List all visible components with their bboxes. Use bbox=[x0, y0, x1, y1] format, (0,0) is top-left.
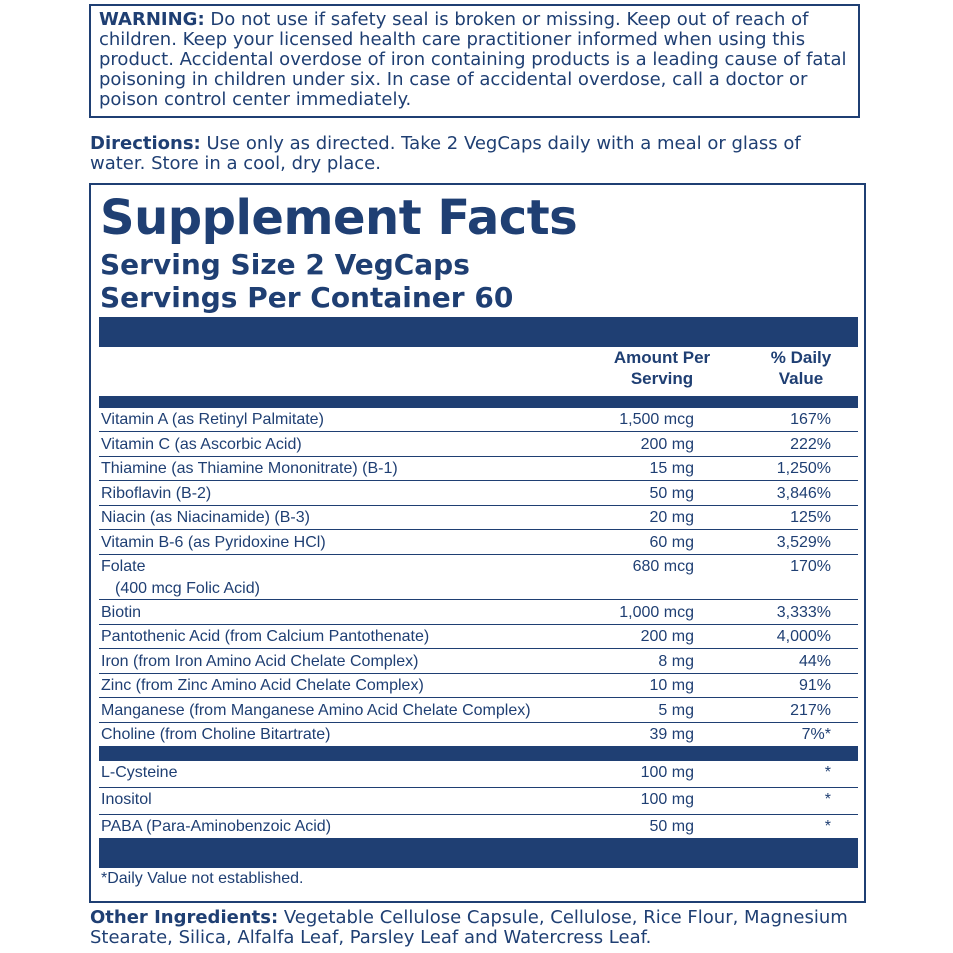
header-bar-mid bbox=[99, 396, 858, 408]
nutrient-amount: 50 mg bbox=[649, 818, 694, 835]
nutrient-amount: 100 mg bbox=[640, 764, 694, 781]
footer-bar bbox=[99, 838, 858, 868]
supplement-facts-panel bbox=[89, 183, 866, 903]
nutrient-amount: 1,500 mcg bbox=[619, 411, 694, 428]
table-row bbox=[99, 601, 858, 625]
nutrient-name: Iron (from Iron Amino Acid Chelate Complex) bbox=[101, 652, 419, 670]
nutrient-name: Niacin (as Niacinamide) (B-3) bbox=[101, 509, 310, 526]
nutrient-name: L-Cysteine bbox=[101, 764, 178, 781]
warning-text: Do not use if safety seal is broken or missing. Keep out of reach of children. Keep your licensed health care practitioner informed when using this product. Accidental overdose of iron containing products is a leading cause of fatal poisoning in children under six. In case of accidental overdose, call a doctor or poison control center immediately. bbox=[99, 9, 847, 110]
nutrient-name: Pantothenic Acid (from Calcium Pantothenate) bbox=[101, 628, 430, 645]
nutrient-amount: 200 mg bbox=[640, 628, 694, 645]
nutrient-amount: 50 mg bbox=[649, 484, 694, 502]
nutrient-name: Choline (from Choline Bitartrate) bbox=[101, 726, 331, 743]
table-row bbox=[99, 457, 858, 481]
header-bar-top bbox=[99, 317, 858, 347]
nutrient-daily-value: 125% bbox=[790, 509, 831, 526]
nutrient-amount: 200 mg bbox=[640, 435, 694, 453]
header-amount-line2: Serving bbox=[630, 369, 694, 388]
table-row bbox=[99, 625, 858, 649]
nutrient-name: Folate bbox=[101, 558, 146, 575]
nutrient-amount: 60 mg bbox=[649, 533, 694, 551]
nutrient-daily-value: 3,529% bbox=[776, 533, 831, 551]
directions-text: Use only as directed. Take 2 VegCaps daily with a meal or glass of water. Store in a cool, dry place. bbox=[90, 133, 801, 174]
nutrient-amount: 100 mg bbox=[640, 791, 694, 808]
nutrient-name: Zinc (from Zinc Amino Acid Chelate Complex) bbox=[101, 677, 424, 694]
other-ingredients-label: Other Ingredients: bbox=[90, 907, 279, 928]
nutrient-name: Riboflavin (B-2) bbox=[101, 484, 212, 502]
header-amount-line1: Amount Per bbox=[613, 348, 711, 367]
table-row bbox=[99, 723, 858, 747]
nutrient-daily-value: * bbox=[824, 818, 831, 835]
nutrient-daily-value: 3,846% bbox=[776, 484, 831, 502]
warning-box bbox=[89, 4, 860, 118]
nutrient-daily-value: 4,000% bbox=[776, 628, 831, 645]
nutrient-name: Thiamine (as Thiamine Mononitrate) (B-1) bbox=[101, 460, 398, 477]
nutrient-name: Inositol bbox=[101, 791, 152, 808]
table-row bbox=[99, 674, 858, 698]
nutrient-name: Vitamin A (as Retinyl Palmitate) bbox=[101, 411, 324, 428]
nutrient-daily-value: 91% bbox=[798, 677, 831, 694]
nutrient-amount: 10 mg bbox=[649, 677, 694, 694]
nutrient-name: Vitamin B-6 (as Pyridoxine HCl) bbox=[101, 533, 326, 551]
other-ingredients-text: Vegetable Cellulose Capsule, Cellulose, Rice Flour, Magnesium Stearate, Silica, Alfalfa Leaf, Parsley Leaf and Watercress Leaf. bbox=[90, 907, 848, 948]
table-row bbox=[99, 482, 858, 506]
nutrient-daily-value: 1,250% bbox=[776, 460, 831, 477]
nutrient-amount: 15 mg bbox=[649, 460, 694, 477]
table-row bbox=[99, 433, 858, 457]
other-ingredients bbox=[90, 908, 860, 948]
serving-size: Serving Size 2 VegCaps bbox=[100, 248, 470, 281]
directions bbox=[90, 134, 850, 174]
table-row bbox=[99, 699, 858, 723]
header-dv-line2: Value bbox=[778, 369, 824, 388]
directions-label: Directions: bbox=[90, 133, 201, 154]
table-row bbox=[99, 650, 858, 674]
warning-label: WARNING: bbox=[99, 9, 205, 30]
table-row bbox=[99, 408, 858, 432]
section-bar bbox=[99, 747, 858, 761]
nutrient-daily-value: 7%* bbox=[801, 726, 831, 743]
nutrient-daily-value: * bbox=[824, 791, 831, 808]
nutrient-daily-value: 170% bbox=[790, 558, 831, 575]
nutrient-amount: 1,000 mcg bbox=[619, 603, 694, 621]
nutrient-subtext: (400 mcg Folic Acid) bbox=[115, 580, 260, 597]
footnote: *Daily Value not established. bbox=[101, 870, 304, 887]
nutrient-daily-value: * bbox=[824, 764, 831, 781]
nutrient-daily-value: 3,333% bbox=[776, 603, 831, 621]
header-daily-value bbox=[753, 347, 849, 389]
table-row bbox=[99, 506, 858, 530]
table-row bbox=[99, 555, 858, 600]
nutrient-name: Biotin bbox=[101, 603, 142, 621]
servings-per-container: Servings Per Container 60 bbox=[100, 281, 514, 314]
nutrient-name: Vitamin C (as Ascorbic Acid) bbox=[101, 435, 302, 453]
header-dv-line1: % Daily bbox=[770, 348, 832, 367]
nutrient-amount: 39 mg bbox=[649, 726, 694, 743]
nutrient-daily-value: 44% bbox=[798, 652, 831, 670]
nutrient-daily-value: 217% bbox=[790, 701, 831, 719]
nutrient-name: PABA (Para-Aminobenzoic Acid) bbox=[101, 818, 332, 835]
nutrient-amount: 5 mg bbox=[658, 701, 694, 719]
table-row bbox=[99, 531, 858, 555]
nutrient-daily-value: 222% bbox=[790, 435, 831, 453]
nutrient-name: Manganese (from Manganese Amino Acid Chelate Complex) bbox=[101, 701, 531, 719]
facts-title: Supplement Facts bbox=[100, 190, 578, 246]
nutrient-amount: 8 mg bbox=[658, 652, 694, 670]
table-row bbox=[99, 761, 858, 788]
nutrient-daily-value: 167% bbox=[790, 411, 831, 428]
header-amount bbox=[603, 347, 721, 389]
nutrient-amount: 680 mcg bbox=[632, 558, 694, 575]
nutrient-amount: 20 mg bbox=[649, 509, 694, 526]
table-row bbox=[99, 788, 858, 815]
